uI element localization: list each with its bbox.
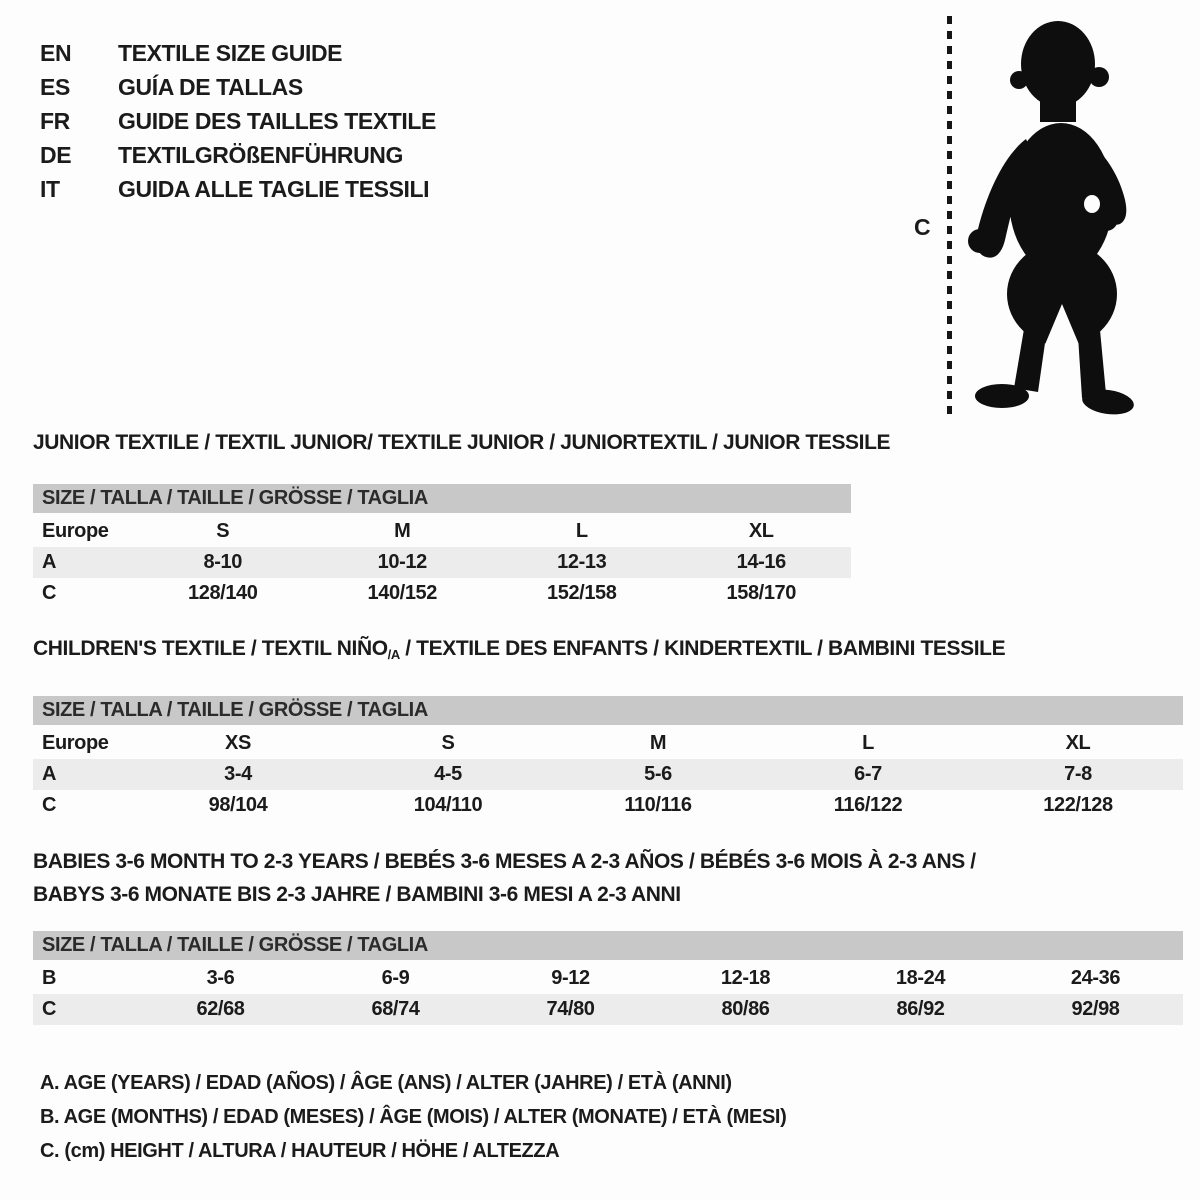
table-row (33, 728, 1183, 759)
language-title-list (40, 36, 436, 206)
table-cell: 12-13 (557, 551, 607, 573)
junior-table (33, 516, 851, 609)
table-cell: 9-12 (551, 967, 590, 989)
children-title-sub: /A (387, 647, 400, 662)
table-cell: 8-10 (203, 551, 242, 573)
table-cell: 128/140 (188, 582, 258, 604)
table-cell: 6-7 (854, 763, 882, 785)
table-cell: 140/152 (367, 582, 437, 604)
table-cell: 10-12 (377, 551, 427, 573)
table-row (33, 516, 851, 547)
table-cell: 12-18 (720, 967, 771, 989)
table-cell: XL (748, 520, 774, 542)
language-code: ES (40, 74, 70, 100)
row-label: B (42, 967, 57, 989)
table-cell: 110/116 (624, 794, 692, 816)
measurement-legend (40, 1066, 786, 1168)
table-cell: XL (1065, 732, 1091, 754)
guide-title-fr: GUIDE DES TAILLES TEXTILE (118, 108, 436, 134)
table-cell: 74/80 (546, 998, 595, 1020)
table-cell: L (575, 520, 588, 542)
table-cell: 68/74 (371, 998, 420, 1020)
row-label: A (42, 551, 57, 573)
children-title-suffix: / TEXTILE DES ENFANTS / KINDERTEXTIL / BAMBINI TESSILE (399, 637, 1006, 660)
row-label: C (42, 582, 57, 604)
section-children-textile (33, 638, 1183, 821)
table-cell: 14-16 (736, 551, 786, 573)
babies-section-title (33, 845, 1183, 911)
table-cell: 18-24 (895, 967, 946, 989)
table-cell: 62/68 (196, 998, 245, 1020)
children-title-prefix: CHILDREN'S TEXTILE / TEXTIL NIÑO (33, 637, 388, 660)
row-label: Europe (42, 520, 109, 542)
row-label: Europe (42, 732, 109, 754)
language-row-fr (40, 104, 436, 138)
table-cell: XS (225, 732, 251, 754)
height-measure-figure (900, 0, 1200, 430)
language-code: IT (40, 176, 60, 202)
language-code: DE (40, 142, 72, 168)
table-cell: 24-36 (1070, 967, 1121, 989)
table-cell: M (394, 520, 411, 542)
junior-section-title: JUNIOR TEXTILE / TEXTIL JUNIOR/ TEXTILE JUNIOR / JUNIORTEXTIL / JUNIOR TESSILE (33, 431, 891, 454)
table-cell: 4-5 (434, 763, 462, 785)
children-size-header-bar: SIZE / TALLA / TAILLE / GRÖSSE / TAGLIA (33, 696, 1183, 725)
table-row (33, 578, 851, 609)
measure-c-label: C (914, 214, 931, 240)
section-junior-textile (33, 431, 891, 609)
language-row-en (40, 36, 436, 70)
row-label: C (42, 998, 57, 1020)
dashed-measure-line (947, 16, 952, 418)
legend-line-a: A. AGE (YEARS) / EDAD (AÑOS) / ÂGE (ANS) / ALTER (JAHRE) / ETÀ (ANNI) (40, 1072, 732, 1094)
table-cell: 86/92 (896, 998, 945, 1020)
table-cell: L (862, 732, 874, 754)
table-cell: 158/170 (726, 582, 796, 604)
guide-title-de: TEXTILGRÖßENFÜHRUNG (118, 142, 403, 168)
table-cell: 6-9 (381, 967, 410, 989)
legend-line-c: C. (cm) HEIGHT / ALTURA / HAUTEUR / HÖHE / ALTEZZA (40, 1140, 560, 1162)
babies-title-line2: BABYS 3-6 MONATE BIS 2-3 JAHRE / BAMBINI 3-6 MESI A 2-3 ANNI (33, 883, 681, 906)
table-cell: 152/158 (547, 582, 617, 604)
row-label: A (42, 763, 57, 785)
children-section-title (33, 638, 1183, 666)
table-cell: 3-4 (224, 763, 252, 785)
children-table (33, 728, 1183, 821)
language-row-it (40, 172, 436, 206)
babies-title-line1: BABIES 3-6 MONTH TO 2-3 YEARS / BEBÉS 3-6 MESES A 2-3 AÑOS / BÉBÉS 3-6 MOIS À 2-3 ANS / (33, 850, 976, 873)
table-row (33, 963, 1183, 994)
table-cell: 5-6 (644, 763, 672, 785)
table-cell: 98/104 (208, 794, 268, 816)
table-cell: 80/86 (721, 998, 770, 1020)
table-row (33, 790, 1183, 821)
language-code: FR (40, 108, 70, 134)
language-row-de (40, 138, 436, 172)
babies-table (33, 963, 1183, 1025)
table-cell: S (216, 520, 230, 542)
table-cell: 122/128 (1043, 794, 1113, 816)
section-babies-textile (33, 845, 1183, 1025)
babies-size-header-bar: SIZE / TALLA / TAILLE / GRÖSSE / TAGLIA (33, 931, 1183, 960)
language-row-es (40, 70, 436, 104)
table-row (33, 547, 851, 578)
table-cell: 104/110 (413, 794, 483, 816)
table-row (33, 994, 1183, 1025)
guide-title-es: GUÍA DE TALLAS (118, 74, 303, 100)
table-cell: S (441, 732, 455, 754)
legend-line-b: B. AGE (MONTHS) / EDAD (MESES) / ÂGE (MOIS) / ALTER (MONATE) / ETÀ (MESI) (40, 1106, 787, 1128)
guide-title-it: GUIDA ALLE TAGLIE TESSILI (118, 176, 430, 202)
baby-silhouette-icon (966, 14, 1140, 418)
table-cell: 3-6 (206, 967, 235, 989)
table-cell: M (649, 732, 667, 754)
row-label: C (42, 794, 57, 816)
table-cell: 92/98 (1071, 998, 1120, 1020)
guide-title-en: TEXTILE SIZE GUIDE (118, 40, 343, 66)
language-code: EN (40, 40, 72, 66)
junior-size-header-bar: SIZE / TALLA / TAILLE / GRÖSSE / TAGLIA (33, 484, 851, 513)
table-row (33, 759, 1183, 790)
table-cell: 7-8 (1064, 763, 1092, 785)
table-cell: 116/122 (833, 794, 903, 816)
